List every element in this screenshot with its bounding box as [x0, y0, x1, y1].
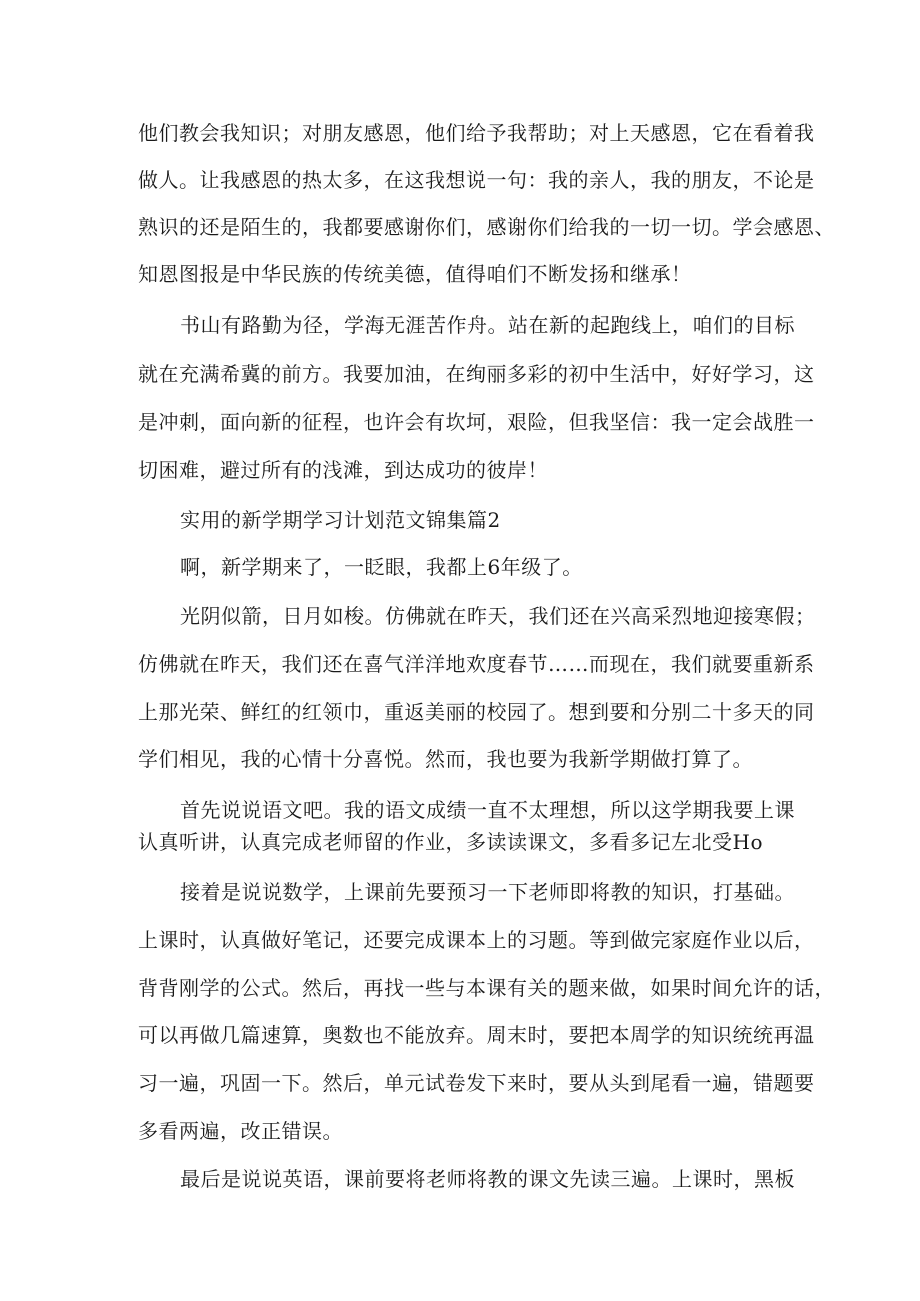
text-line: 学们相见，我的心情十分喜悦。然而，我也要为我新学期做打算了。	[138, 747, 753, 771]
text-line: 就在充满希冀的前方。我要加油，在绚丽多彩的初中生活中，好好学习，这	[138, 362, 815, 386]
paragraph-first-line: 书山有路勤为径，学海无涯苦作舟。站在新的起跑线上，咱们的目标	[180, 313, 795, 337]
section-heading: 实用的新学期学习计划范文锦集篇2	[180, 508, 501, 532]
text-line: 上那光荣、鲜红的红领巾，重返美丽的校园了。想到要和分别二十多天的同	[138, 700, 815, 724]
paragraph-first-line: 最后是说说英语，课前要将老师将教的课文先读三遍。上课时，黑板	[180, 1167, 795, 1191]
paragraph-first-line: 啊，新学期来了，一眨眼，我都上6年级了。	[180, 555, 583, 579]
text-line: 知恩图报是中华民族的传统美德，值得咱们不断发扬和继承！	[138, 262, 692, 286]
text-line: 习一遍，巩固一下。然后，单元试卷发下来时，要从头到尾看一遍，错题要	[138, 1071, 815, 1095]
text-line: 背背刚学的公式。然后，再找一些与本课有关的题来做，如果时间允许的话，	[138, 976, 835, 1000]
text-line: 切困难，避过所有的浅滩，到达成功的彼岸！	[138, 458, 548, 482]
text-line: 认真听讲，认真完成老师留的作业，多读读课文，多看多记左北受Ho	[138, 830, 763, 854]
text-line: 仿佛就在昨天，我们还在喜气洋洋地欢度春节……而现在，我们就要重新系	[138, 652, 815, 676]
text-line: 做人。让我感恩的热太多，在这我想说一句：我的亲人，我的朋友，不论是	[138, 168, 815, 192]
text-line: 可以再做几篇速算，奥数也不能放弃。周末时，要把本周学的知识统统再温	[138, 1023, 815, 1047]
text-line: 多看两遍，改正错误。	[138, 1119, 343, 1143]
paragraph-first-line: 首先说说语文吧。我的语文成绩一直不太理想，所以这学期我要上课	[180, 798, 795, 822]
paragraph-first-line: 接着是说说数学，上课前先要预习一下老师即将教的知识，打基础。	[180, 880, 795, 904]
paragraph-first-line: 光阴似箭，日月如梭。仿佛就在昨天，我们还在兴高采烈地迎接寒假；	[180, 604, 816, 628]
text-line: 上课时，认真做好笔记，还要完成课本上的习题。等到做完家庭作业以后，	[138, 928, 815, 952]
text-line: 是冲刺，面向新的征程，也许会有坎坷，艰险，但我坚信：我一定会战胜一	[138, 410, 815, 434]
text-line: 熟识的还是陌生的，我都要感谢你们，感谢你们给我的一切一切。学会感恩、	[138, 215, 835, 239]
text-line: 他们教会我知识；对朋友感恩，他们给予我帮助；对上天感恩，它在看着我	[138, 121, 815, 145]
